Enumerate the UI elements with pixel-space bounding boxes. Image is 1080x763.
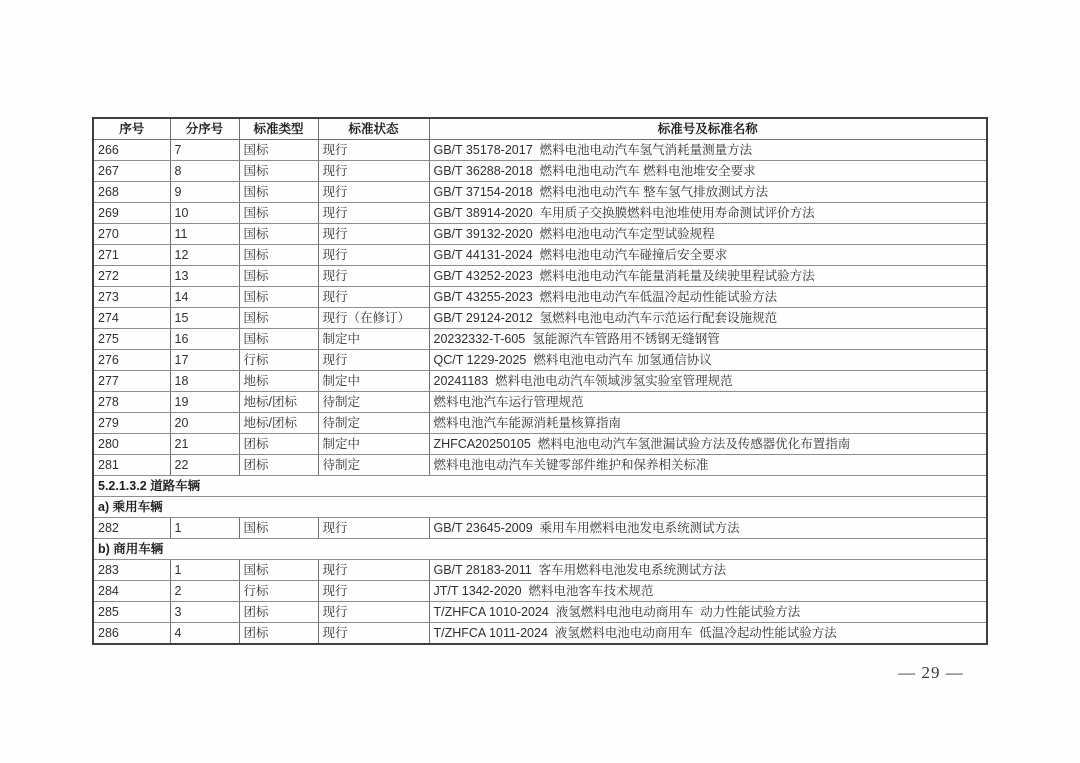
cell-type: 团标 — [239, 434, 318, 455]
cell-index: 277 — [93, 371, 170, 392]
cell-type: 国标 — [239, 287, 318, 308]
cell-type: 国标 — [239, 224, 318, 245]
section-row — [93, 476, 987, 497]
cell-sub-index: 12 — [170, 245, 239, 266]
cell-sub-index: 11 — [170, 224, 239, 245]
cell-index: 275 — [93, 329, 170, 350]
header-row — [93, 118, 987, 140]
cell-status: 现行 — [318, 182, 429, 203]
cell-name: 20241183 燃料电池电动汽车领域涉氢实验室管理规范 — [429, 371, 987, 392]
cell-sub-index: 15 — [170, 308, 239, 329]
cell-status: 现行 — [318, 245, 429, 266]
cell-status: 现行（在修订） — [318, 308, 429, 329]
cell-index: 278 — [93, 392, 170, 413]
cell-name: GB/T 28183-2011 客车用燃料电池发电系统测试方法 — [429, 560, 987, 581]
cell-sub-index: 19 — [170, 392, 239, 413]
cell-name: 20232332-T-605 氢能源汽车管路用不锈钢无缝钢管 — [429, 329, 987, 350]
cell-status: 现行 — [318, 224, 429, 245]
table-row — [93, 371, 987, 392]
cell-name: 燃料电池汽车运行管理规范 — [429, 392, 987, 413]
cell-index: 274 — [93, 308, 170, 329]
cell-index: 283 — [93, 560, 170, 581]
cell-sub-index: 4 — [170, 623, 239, 645]
table-row — [93, 434, 987, 455]
cell-status: 现行 — [318, 140, 429, 161]
cell-name: 燃料电池汽车能源消耗量核算指南 — [429, 413, 987, 434]
cell-sub-index: 10 — [170, 203, 239, 224]
cell-type: 国标 — [239, 518, 318, 539]
cell-type: 国标 — [239, 245, 318, 266]
cell-type: 国标 — [239, 182, 318, 203]
cell-type: 国标 — [239, 308, 318, 329]
cell-status: 现行 — [318, 518, 429, 539]
cell-type: 团标 — [239, 623, 318, 645]
cell-index: 272 — [93, 266, 170, 287]
table-row — [93, 287, 987, 308]
cell-name: GB/T 35178-2017 燃料电池电动汽车氢气消耗量测量方法 — [429, 140, 987, 161]
section-row — [93, 539, 987, 560]
table-row — [93, 623, 987, 645]
cell-sub-index: 22 — [170, 455, 239, 476]
cell-index: 281 — [93, 455, 170, 476]
cell-name: GB/T 39132-2020 燃料电池电动汽车定型试验规程 — [429, 224, 987, 245]
cell-type: 行标 — [239, 350, 318, 371]
cell-sub-index: 21 — [170, 434, 239, 455]
cell-sub-index: 1 — [170, 560, 239, 581]
cell-type: 国标 — [239, 329, 318, 350]
cell-type: 国标 — [239, 266, 318, 287]
cell-sub-index: 3 — [170, 602, 239, 623]
table-row — [93, 203, 987, 224]
cell-status: 现行 — [318, 560, 429, 581]
cell-index: 282 — [93, 518, 170, 539]
cell-name: GB/T 29124-2012 氢燃料电池电动汽车示范运行配套设施规范 — [429, 308, 987, 329]
table-row — [93, 413, 987, 434]
cell-status: 制定中 — [318, 434, 429, 455]
cell-index: 269 — [93, 203, 170, 224]
cell-type: 国标 — [239, 161, 318, 182]
cell-index: 273 — [93, 287, 170, 308]
cell-index: 276 — [93, 350, 170, 371]
cell-sub-index: 17 — [170, 350, 239, 371]
cell-index: 268 — [93, 182, 170, 203]
cell-index: 286 — [93, 623, 170, 645]
column-header-name: 标准号及标准名称 — [429, 118, 987, 140]
cell-index: 279 — [93, 413, 170, 434]
cell-sub-index: 16 — [170, 329, 239, 350]
table-row — [93, 140, 987, 161]
cell-index: 285 — [93, 602, 170, 623]
cell-name: GB/T 43255-2023 燃料电池电动汽车低温冷起动性能试验方法 — [429, 287, 987, 308]
cell-sub-index: 20 — [170, 413, 239, 434]
cell-index: 270 — [93, 224, 170, 245]
cell-index: 284 — [93, 581, 170, 602]
table-row — [93, 329, 987, 350]
cell-name: GB/T 37154-2018 燃料电池电动汽车 整车氢气排放测试方法 — [429, 182, 987, 203]
section-row — [93, 497, 987, 518]
cell-name: GB/T 36288-2018 燃料电池电动汽车 燃料电池堆安全要求 — [429, 161, 987, 182]
standards-table-container — [92, 117, 988, 645]
standards-table-body — [93, 140, 987, 645]
table-row — [93, 182, 987, 203]
cell-sub-index: 9 — [170, 182, 239, 203]
table-row — [93, 266, 987, 287]
cell-status: 待制定 — [318, 392, 429, 413]
cell-type: 地标 — [239, 371, 318, 392]
cell-status: 现行 — [318, 203, 429, 224]
cell-name: GB/T 43252-2023 燃料电池电动汽车能量消耗量及续驶里程试验方法 — [429, 266, 987, 287]
cell-type: 国标 — [239, 140, 318, 161]
cell-sub-index: 2 — [170, 581, 239, 602]
cell-type: 国标 — [239, 560, 318, 581]
cell-index: 266 — [93, 140, 170, 161]
cell-name: ZHFCA20250105 燃料电池电动汽车氢泄漏试验方法及传感器优化布置指南 — [429, 434, 987, 455]
cell-name: T/ZHFCA 1010-2024 液氢燃料电池电动商用车 动力性能试验方法 — [429, 602, 987, 623]
cell-type: 团标 — [239, 455, 318, 476]
cell-sub-index: 14 — [170, 287, 239, 308]
cell-sub-index: 7 — [170, 140, 239, 161]
cell-type: 地标/团标 — [239, 413, 318, 434]
cell-type: 国标 — [239, 203, 318, 224]
standards-table-header — [93, 118, 987, 140]
cell-status: 制定中 — [318, 329, 429, 350]
table-row — [93, 224, 987, 245]
cell-sub-index: 13 — [170, 266, 239, 287]
table-row — [93, 455, 987, 476]
cell-status: 现行 — [318, 161, 429, 182]
column-header-status: 标准状态 — [318, 118, 429, 140]
cell-type: 行标 — [239, 581, 318, 602]
table-row — [93, 602, 987, 623]
cell-status: 现行 — [318, 350, 429, 371]
cell-name: JT/T 1342-2020 燃料电池客车技术规范 — [429, 581, 987, 602]
table-row — [93, 518, 987, 539]
table-row — [93, 560, 987, 581]
cell-status: 待制定 — [318, 455, 429, 476]
table-row — [93, 350, 987, 371]
table-row — [93, 161, 987, 182]
cell-index: 271 — [93, 245, 170, 266]
cell-status: 制定中 — [318, 371, 429, 392]
cell-status: 现行 — [318, 602, 429, 623]
column-header-sub-index: 分序号 — [170, 118, 239, 140]
cell-name: 燃料电池电动汽车关键零部件维护和保养相关标准 — [429, 455, 987, 476]
table-row — [93, 308, 987, 329]
cell-type: 团标 — [239, 602, 318, 623]
column-header-type: 标准类型 — [239, 118, 318, 140]
cell-name: GB/T 38914-2020 车用质子交换膜燃料电池堆使用寿命测试评价方法 — [429, 203, 987, 224]
cell-name: T/ZHFCA 1011-2024 液氢燃料电池电动商用车 低温冷起动性能试验方法 — [429, 623, 987, 645]
page-number: — 29 — — [898, 663, 964, 682]
section-label: a) 乘用车辆 — [93, 497, 987, 518]
cell-index: 280 — [93, 434, 170, 455]
table-row — [93, 392, 987, 413]
cell-status: 现行 — [318, 266, 429, 287]
section-label: 5.2.1.3.2 道路车辆 — [93, 476, 987, 497]
cell-sub-index: 8 — [170, 161, 239, 182]
cell-name: GB/T 44131-2024 燃料电池电动汽车碰撞后安全要求 — [429, 245, 987, 266]
cell-name: GB/T 23645-2009 乘用车用燃料电池发电系统测试方法 — [429, 518, 987, 539]
table-row — [93, 581, 987, 602]
cell-status: 待制定 — [318, 413, 429, 434]
table-row — [93, 245, 987, 266]
section-label: b) 商用车辆 — [93, 539, 987, 560]
cell-status: 现行 — [318, 581, 429, 602]
cell-type: 地标/团标 — [239, 392, 318, 413]
cell-index: 267 — [93, 161, 170, 182]
cell-status: 现行 — [318, 287, 429, 308]
standards-table — [92, 117, 988, 645]
cell-sub-index: 18 — [170, 371, 239, 392]
column-header-index: 序号 — [93, 118, 170, 140]
cell-sub-index: 1 — [170, 518, 239, 539]
cell-status: 现行 — [318, 623, 429, 645]
cell-name: QC/T 1229-2025 燃料电池电动汽车 加氢通信协议 — [429, 350, 987, 371]
